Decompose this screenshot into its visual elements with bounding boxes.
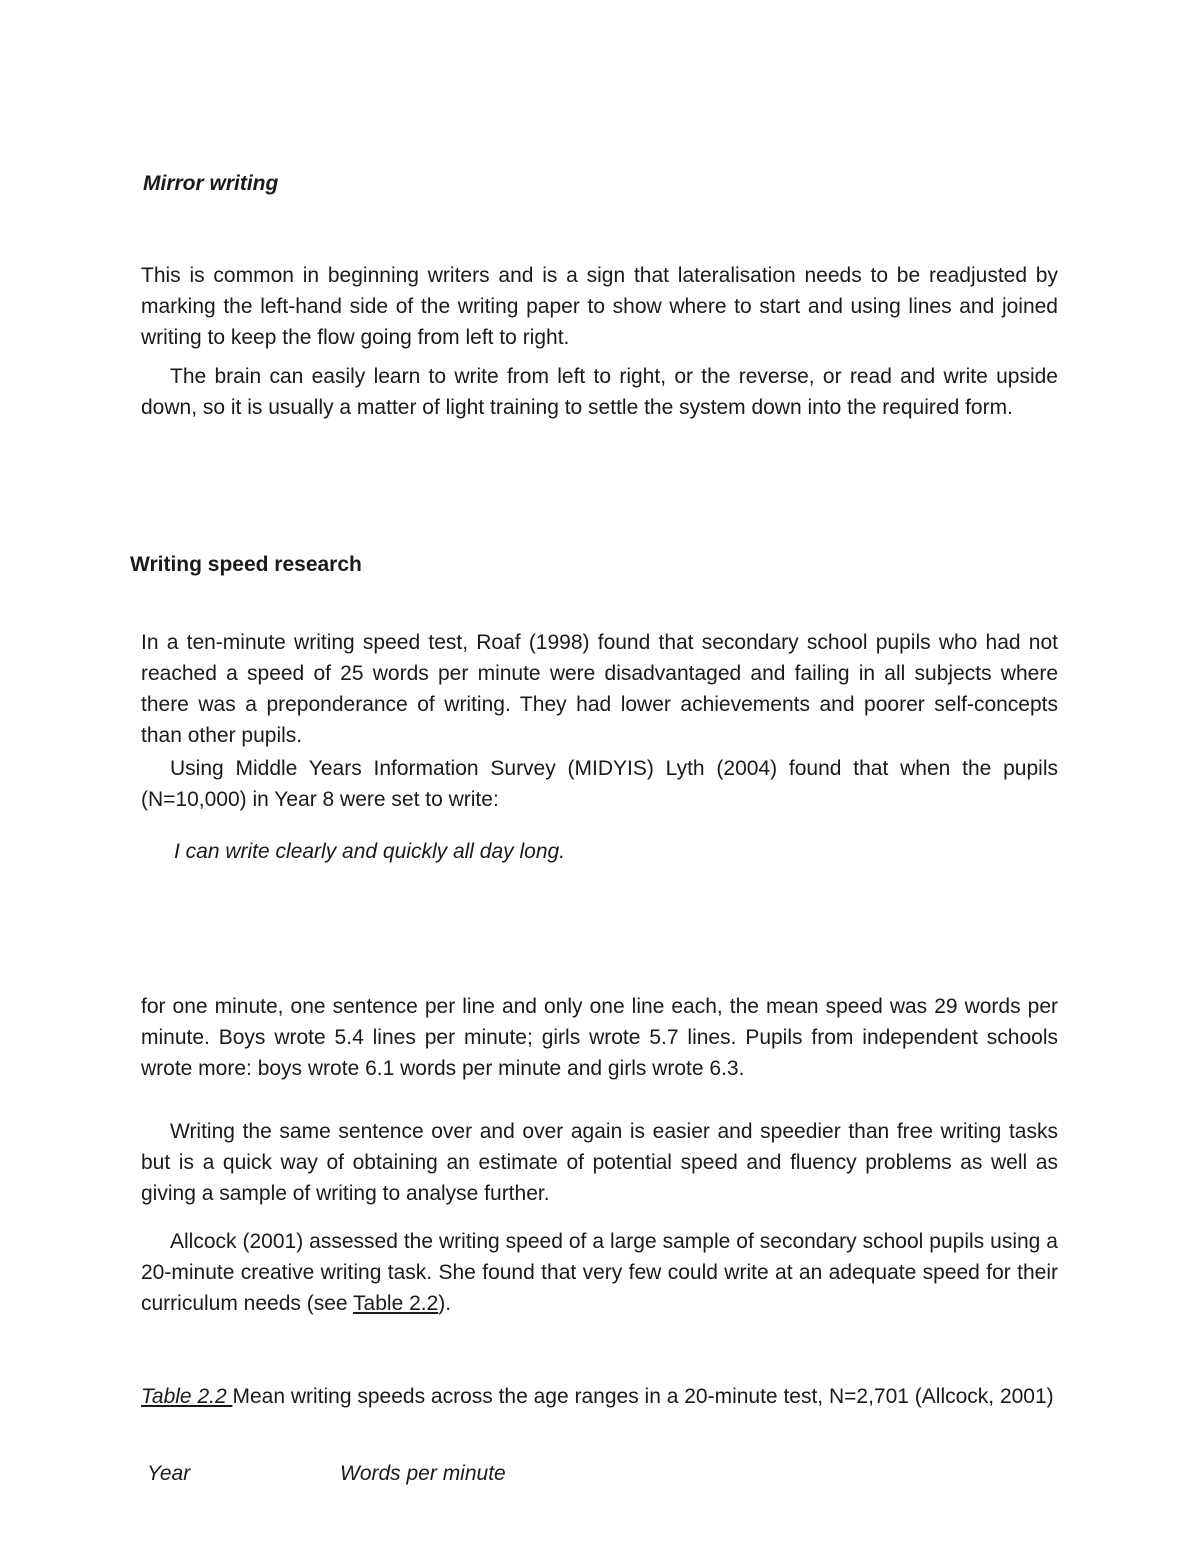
mirror-paragraph-1: This is common in beginning writers and is a sign that lateralisation needs to be readjusted by marking the left-hand side of the writing paper to show where to start and using lines and joined writing to keep the flow going from left to right. [141,264,1058,349]
heading-writing-speed-research: Writing speed research [130,553,362,576]
paragraph-5-text: Allcock (2001) assessed the writing speed of a large sample of secondary school pupils using a 20-minute creative writing task. She found that very few could write at an adequate speed for their curriculum needs (see [141,1230,1058,1315]
table-caption [141,1381,1070,1412]
speed-paragraph-1: In a ten-minute writing speed test, Roaf (1998) found that secondary school pupils who had not reached a speed of 25 words per minute were disadvantaged and failing in all subjects where there was a preponderance of writing. They had lower achievements and poorer self-concepts than other pupils. [141,631,1058,747]
table-caption-text: Mean writing speeds across the age ranges in a 20-minute test, N=2,701 (Allcock, 2001) [232,1385,1054,1408]
speed-paragraph-4: Writing the same sentence over and over again is easier and speedier than free writing tasks but is a quick way of obtaining an estimate of potential speed and fluency problems as well as giving a sample of writing to analyse further. [141,1120,1058,1205]
table-header-year: Year [147,1462,191,1485]
speed-paragraph-5 [141,1226,1058,1319]
table-2-2-link[interactable]: Table 2.2 [353,1292,439,1315]
table-caption-label: Table 2.2 [141,1385,233,1408]
table-header-words-per-minute: Words per minute [340,1462,506,1485]
heading-mirror-writing: Mirror writing [143,172,279,195]
mirror-paragraph-2: The brain can easily learn to write from left to right, or the reverse, or read and write upside down, so it is usually a matter of light training to settle the system down into the required form. [141,365,1058,419]
speed-paragraph-3: for one minute, one sentence per line and only one line each, the mean speed was 29 words per minute. Boys wrote 5.4 lines per minute; girls wrote 5.7 lines. Pupils from independent schools wrote more: boys wrote 6.1 words per minute and girls wrote 6.3. [141,995,1058,1080]
quoted-sentence: I can write clearly and quickly all day long. [174,840,566,863]
speed-paragraph-2: Using Middle Years Information Survey (MIDYIS) Lyth (2004) found that when the pupils (N=10,000) in Year 8 were set to write: [141,757,1058,811]
paragraph-5-end: ). [438,1292,452,1315]
